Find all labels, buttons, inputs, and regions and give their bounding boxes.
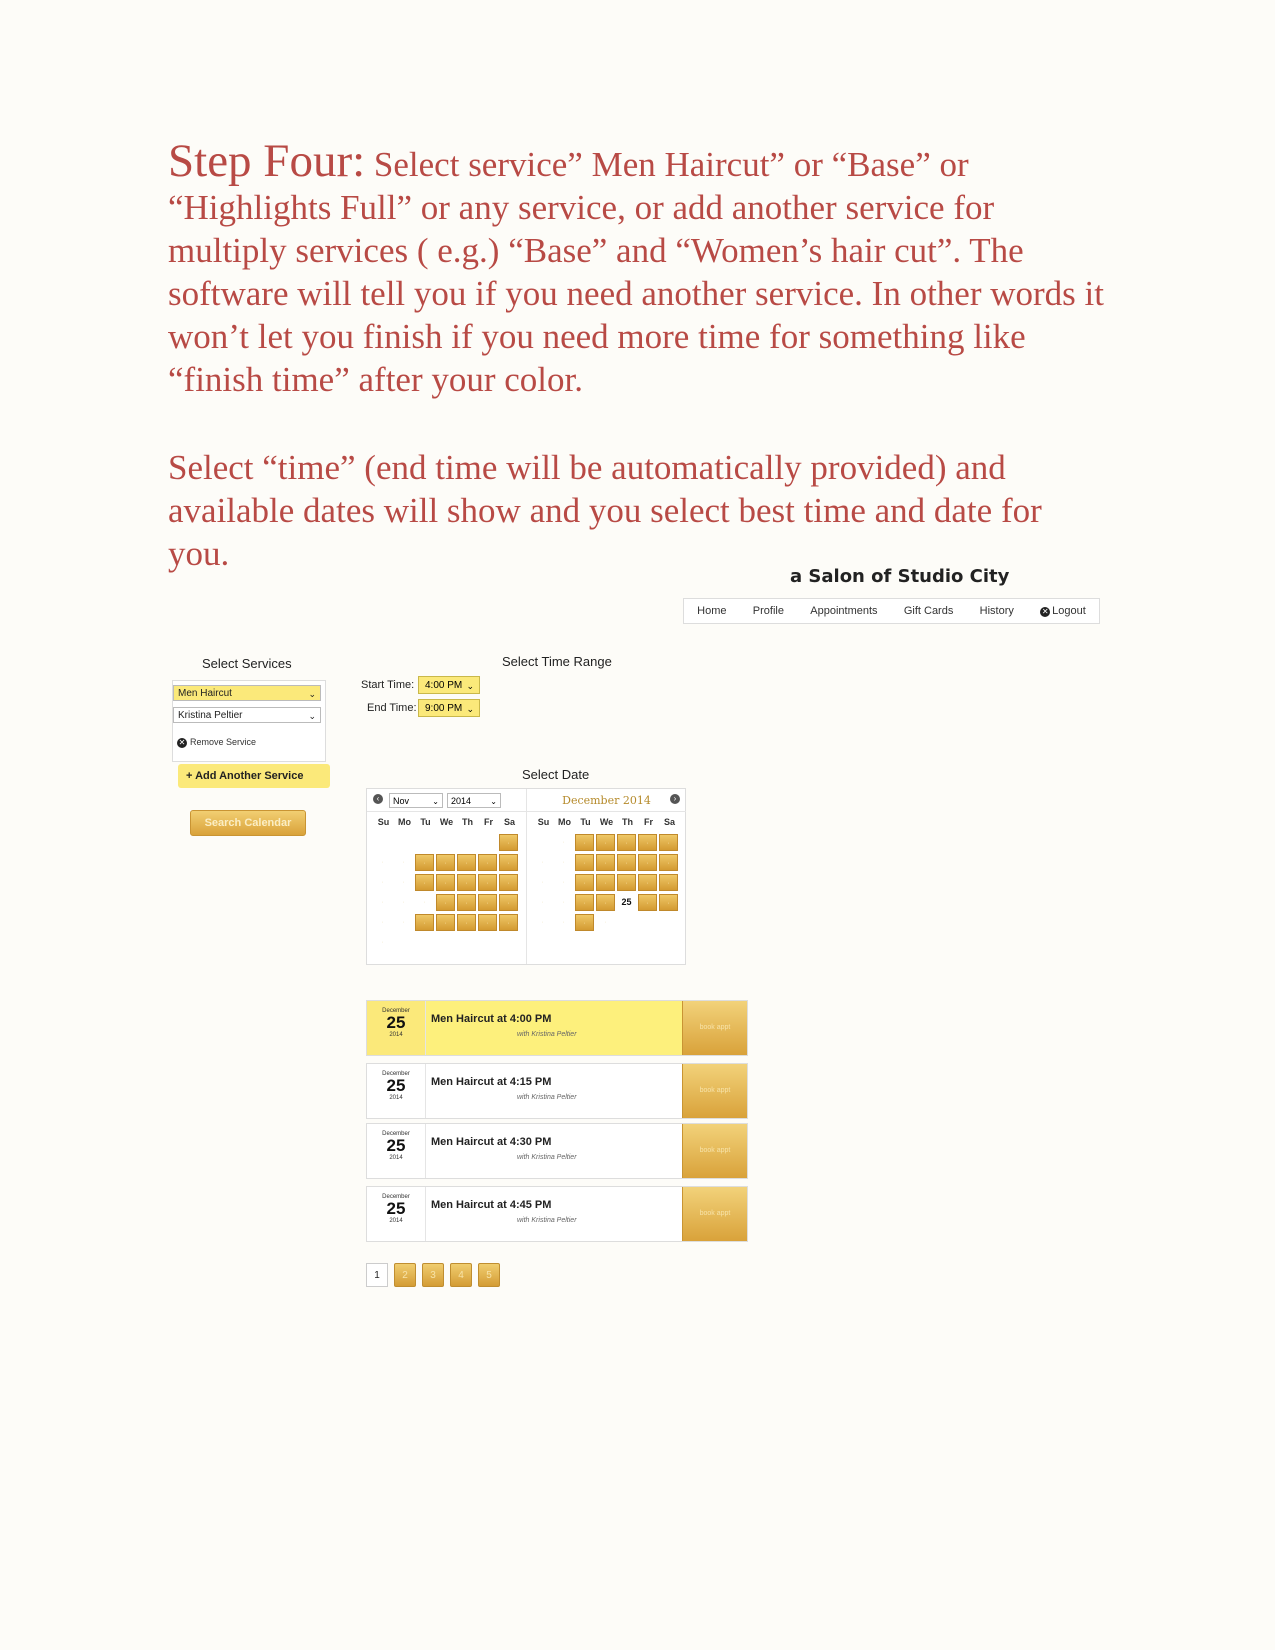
chevron-down-icon: ⌄ (432, 797, 439, 806)
book-appointment-button[interactable]: book appt (682, 1124, 747, 1178)
calendar-day[interactable]: · (415, 914, 434, 931)
stylist-select[interactable] (173, 707, 321, 723)
select-services-title: Select Services (202, 656, 292, 671)
year-select[interactable] (447, 793, 501, 808)
calendar-day[interactable]: · (499, 914, 518, 931)
calendar-day[interactable]: · (575, 834, 594, 851)
calendar-day[interactable]: · (617, 834, 636, 851)
weekday-label: Th (462, 817, 473, 827)
pagination (366, 1263, 500, 1287)
calendar-day[interactable]: · (575, 894, 594, 911)
weekday-label: Sa (663, 817, 675, 827)
calendar-day: · (423, 899, 426, 906)
appointment-stylist: with Kristina Peltier (517, 1031, 577, 1038)
date-day: 25 (386, 1076, 406, 1095)
weekday-label: Fr (484, 817, 493, 827)
calendar-day[interactable]: · (575, 874, 594, 891)
calendar-header (367, 789, 526, 812)
year-select-value: 2014 (451, 796, 472, 806)
remove-service-link[interactable] (177, 737, 256, 748)
date-year: 2014 (389, 1155, 403, 1161)
calendar-day[interactable]: · (457, 894, 476, 911)
date-day: 25 (386, 1199, 406, 1218)
calendar-day[interactable]: · (638, 894, 657, 911)
calendar-day[interactable]: · (436, 894, 455, 911)
calendar-day[interactable]: · (659, 894, 678, 911)
calendar-day: · (562, 859, 565, 866)
calendar-day: · (562, 919, 565, 926)
page-button[interactable]: 3 (422, 1263, 444, 1287)
appointment-service: Men Haircut at 4:00 PM (431, 1013, 552, 1025)
main-nav (683, 598, 1100, 624)
calendar-day[interactable]: · (659, 834, 678, 851)
select-date-title: Select Date (522, 767, 590, 782)
calendar-day[interactable]: · (638, 874, 657, 891)
start-time-value: 4:00 PM (425, 680, 463, 691)
date-month: December (382, 1194, 410, 1200)
calendar-day[interactable]: · (596, 874, 615, 891)
add-another-service-button[interactable]: + Add Another Service (178, 764, 330, 788)
calendar-day[interactable]: · (617, 854, 636, 871)
salon-name: a Salon of Studio City (790, 566, 1010, 587)
remove-service-label: Remove Service (190, 737, 257, 747)
weekday-label: Su (537, 817, 550, 827)
date-month: December (382, 1131, 410, 1137)
weekday-label: Mo (398, 817, 411, 827)
weekday-header (373, 817, 522, 827)
date-day: 25 (386, 1013, 406, 1032)
services-panel (172, 680, 326, 762)
weekday-label: Fr (644, 817, 653, 827)
end-time-select[interactable] (418, 699, 480, 717)
calendar-day: · (402, 919, 405, 926)
start-time-label: Start Time: (361, 679, 415, 691)
search-calendar-button[interactable]: Search Calendar (190, 810, 306, 836)
calendar-day[interactable]: · (638, 834, 657, 851)
calendar-day: · (541, 859, 544, 866)
calendar-day: · (381, 939, 384, 946)
close-circle-icon: ✕ (178, 738, 186, 747)
calendar-day[interactable]: · (478, 854, 497, 871)
date-badge (367, 1187, 426, 1241)
calendar-day: · (381, 879, 384, 886)
weekday-label: Sa (503, 817, 515, 827)
appointment-service: Men Haircut at 4:30 PM (431, 1136, 552, 1148)
calendar-day: · (541, 899, 544, 906)
next-month-icon[interactable]: › (670, 794, 680, 804)
month-select-value: Nov (393, 796, 410, 806)
calendar-day: · (381, 899, 384, 906)
prev-month-icon[interactable]: ‹ (373, 794, 383, 804)
calendar-day[interactable]: · (415, 854, 434, 871)
calendar-day[interactable]: · (638, 854, 657, 871)
calendar-day: · (562, 879, 565, 886)
calendar-day[interactable]: · (659, 854, 678, 871)
weekday-label: Mo (558, 817, 571, 827)
weekday-label: Th (622, 817, 633, 827)
calendar-day[interactable]: · (499, 874, 518, 891)
chevron-down-icon: ⌄ (308, 689, 316, 699)
end-time-label: End Time: (367, 702, 417, 714)
appointment-service: Men Haircut at 4:45 PM (431, 1199, 552, 1211)
date-year: 2014 (389, 1032, 403, 1038)
calendar-day: · (402, 899, 405, 906)
stylist-select-value: Kristina Peltier (178, 710, 243, 721)
calendar-day[interactable]: · (478, 914, 497, 931)
calendar-day[interactable]: · (596, 854, 615, 871)
page-button[interactable]: 2 (394, 1263, 416, 1287)
calendar-day[interactable]: · (617, 874, 636, 891)
nav-appointments[interactable]: Appointments (810, 605, 878, 617)
calendar-day[interactable]: · (436, 854, 455, 871)
nav-profile[interactable]: Profile (752, 605, 784, 617)
select-time-range-title: Select Time Range (502, 654, 612, 669)
calendar-day: · (402, 879, 405, 886)
end-time-value: 9:00 PM (425, 703, 463, 714)
close-circle-icon: ✕ (1041, 607, 1049, 616)
service-select-value: Men Haircut (178, 688, 232, 699)
nav-gift-cards[interactable]: Gift Cards (903, 605, 954, 617)
calendar-day-selected[interactable]: 25 (621, 897, 632, 907)
weekday-label: Su (377, 817, 390, 827)
date-badge (367, 1064, 426, 1118)
page-button[interactable]: 5 (478, 1263, 500, 1287)
date-year: 2014 (389, 1218, 403, 1224)
date-month: December (382, 1071, 410, 1077)
nav-logout[interactable] (1040, 605, 1086, 617)
appointment-row (366, 1000, 748, 1056)
instruction-paragraph-1 (168, 135, 1108, 401)
calendar-day: · (541, 919, 544, 926)
month-select[interactable] (389, 793, 443, 808)
appointment-stylist: with Kristina Peltier (517, 1217, 577, 1224)
date-badge (367, 1124, 426, 1178)
calendar-day: · (381, 859, 384, 866)
nav-logout-label: Logout (1052, 605, 1086, 617)
calendar-day[interactable]: · (499, 834, 518, 851)
appointment-stylist: with Kristina Peltier (517, 1094, 577, 1101)
calendar-day[interactable]: · (659, 874, 678, 891)
calendar-day: · (381, 919, 384, 926)
appointment-row (366, 1186, 748, 1242)
calendar-day[interactable]: · (478, 894, 497, 911)
calendar-header (527, 789, 686, 812)
page-button[interactable]: 4 (450, 1263, 472, 1287)
calendar-day[interactable]: · (575, 854, 594, 871)
chevron-down-icon: ⌄ (490, 797, 497, 806)
nav-history[interactable]: History (979, 605, 1014, 617)
calendar-day[interactable]: · (457, 914, 476, 931)
appointment-stylist: with Kristina Peltier (517, 1154, 577, 1161)
date-badge (367, 1001, 426, 1055)
calendar-day[interactable]: · (499, 894, 518, 911)
calendar-day: · (562, 839, 565, 846)
calendar-day[interactable]: · (596, 834, 615, 851)
instruction-paragraph-2: Select “time” (end time will be automatically provided) and available dates will show and you select best time and date for you. (168, 448, 1042, 573)
weekday-header (533, 817, 682, 827)
calendar-day: · (402, 859, 405, 866)
page-current[interactable]: 1 (366, 1263, 388, 1287)
book-appointment-button[interactable]: book appt (682, 1001, 747, 1055)
calendar-day: · (562, 899, 565, 906)
instruction-text-1: Select service” Men Haircut” or “Base” or “Highlights Full” or any service, or add another service for multiply services ( e.g.) “Base” and “Women’s hair cut”. The software will tell you if you need another service. In other words it won’t let you finish if you need more time for something like “finish time” after your color. (168, 145, 1104, 399)
calendar-day[interactable]: · (499, 854, 518, 871)
month-title: December 2014 (562, 794, 651, 807)
date-calendar (366, 788, 686, 965)
chevron-down-icon: ⌄ (308, 711, 316, 721)
nav-home[interactable]: Home (697, 605, 727, 617)
calendar-day[interactable]: · (457, 874, 476, 891)
calendar-day: · (604, 919, 607, 926)
calendar-month-nov (367, 789, 526, 964)
weekday-label: Tu (580, 817, 591, 827)
weekday-label: Tu (420, 817, 431, 827)
calendar-day[interactable]: · (436, 874, 455, 891)
calendar-day[interactable]: · (436, 914, 455, 931)
appointment-service: Men Haircut at 4:15 PM (431, 1076, 552, 1088)
book-appointment-button[interactable]: book appt (682, 1064, 747, 1118)
date-month: December (382, 1008, 410, 1014)
calendar-day[interactable]: · (415, 874, 434, 891)
date-day: 25 (386, 1136, 406, 1155)
calendar-day[interactable]: · (457, 854, 476, 871)
weekday-label: We (599, 817, 614, 827)
calendar-day[interactable]: · (575, 914, 594, 931)
service-select[interactable] (173, 685, 321, 701)
weekday-label: We (439, 817, 454, 827)
start-time-select[interactable] (418, 676, 480, 694)
step-heading: Step Four: (168, 135, 366, 187)
chevron-down-icon: ⌄ (466, 681, 474, 691)
book-appointment-button[interactable]: book appt (682, 1187, 747, 1241)
calendar-day[interactable]: · (478, 874, 497, 891)
appointment-row (366, 1123, 748, 1179)
chevron-down-icon: ⌄ (466, 704, 474, 714)
calendar-day[interactable]: · (596, 894, 615, 911)
calendar-month-dec (526, 789, 686, 964)
appointment-row (366, 1063, 748, 1119)
calendar-day: · (541, 879, 544, 886)
date-year: 2014 (389, 1095, 403, 1101)
